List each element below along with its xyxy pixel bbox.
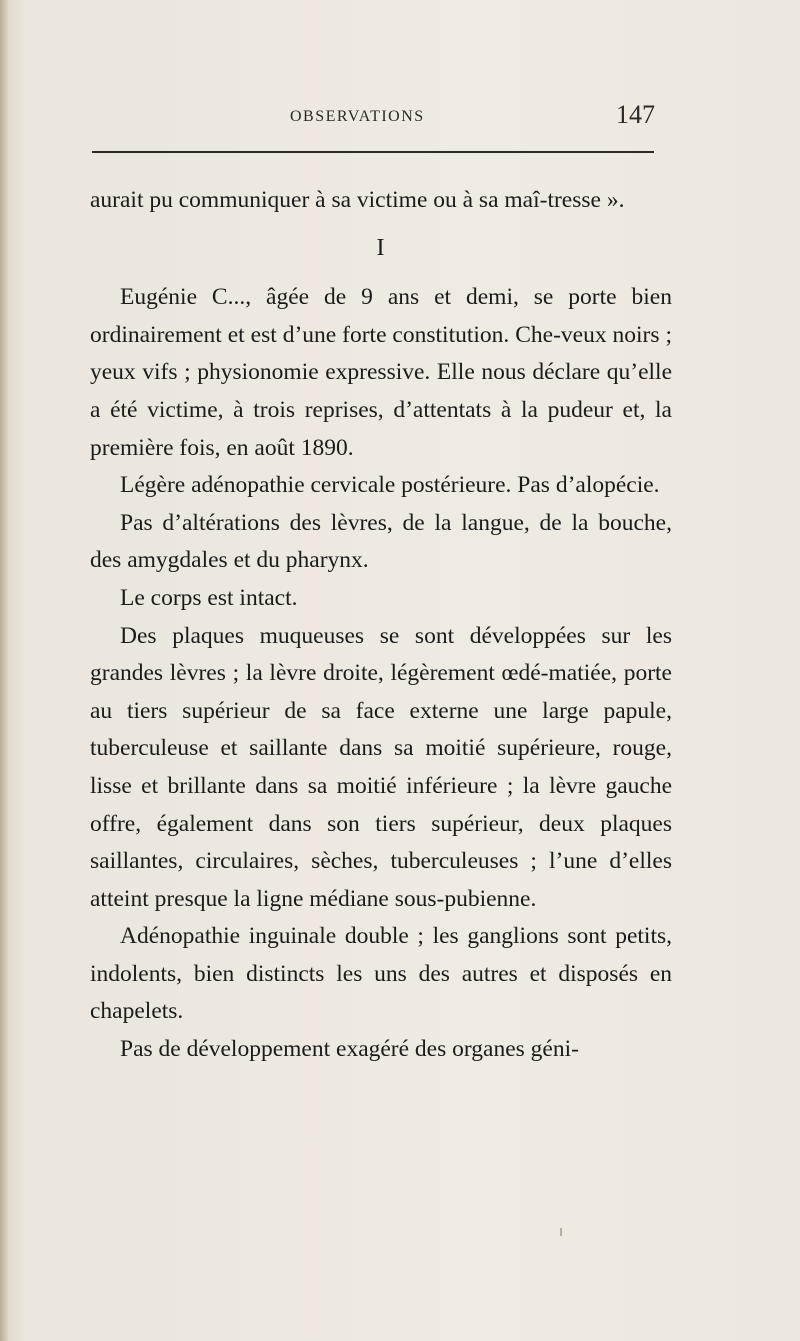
paragraph: Adénopathie inguinale double ; les ganglions sont petits, indolents, bien distincts les uns des autres et disposés en chapelets. [90, 923, 672, 1025]
paper-speck [560, 1228, 562, 1236]
running-head: OBSERVATIONS [290, 108, 425, 125]
paragraph: Eugénie C..., âgée de 9 ans et demi, se porte bien ordinairement et est d’une forte constitution. Che-veux noirs ; yeux vifs ; physionomie expressive. Elle nous déclare qu’elle a été victime, à trois reprises, d’attentats à la pudeur et, la première fois, en août 1890. [90, 284, 672, 461]
paragraph: Légère adénopathie cervicale postérieure. Pas d’alopécie. [120, 472, 660, 499]
header-rule [92, 151, 654, 153]
page-gutter [0, 0, 8, 1341]
paragraph: Pas d’altérations des lèvres, de la langue, de la bouche, des amygdales et du pharynx. [90, 509, 672, 574]
paragraph: Pas de développement exagéré des organes géni- [120, 1036, 579, 1063]
body-text [90, 182, 672, 1069]
paragraph: Des plaques muqueuses se sont développées sur les grandes lèvres ; la lèvre droite, légèrement œdé-matiée, porte au tiers supérieur de sa face externe une large papule, tuberculeuse et saillante dans sa moitié supérieure, rouge, lisse et brillante dans sa moitié inférieure ; la lèvre gauche offre, également dans son tiers supérieur, deux plaques saillantes, circulaires, sèches, tuberculeuses ; l’une d’elles atteint presque la ligne médiane sous-pubienne. [90, 622, 672, 912]
page-number: 147 [616, 100, 655, 129]
continuation-paragraph: aurait pu communiquer à sa victime ou à sa maî-tresse ». [90, 187, 625, 213]
section-number: I [376, 234, 386, 261]
paragraph: Le corps est intact. [120, 584, 298, 611]
